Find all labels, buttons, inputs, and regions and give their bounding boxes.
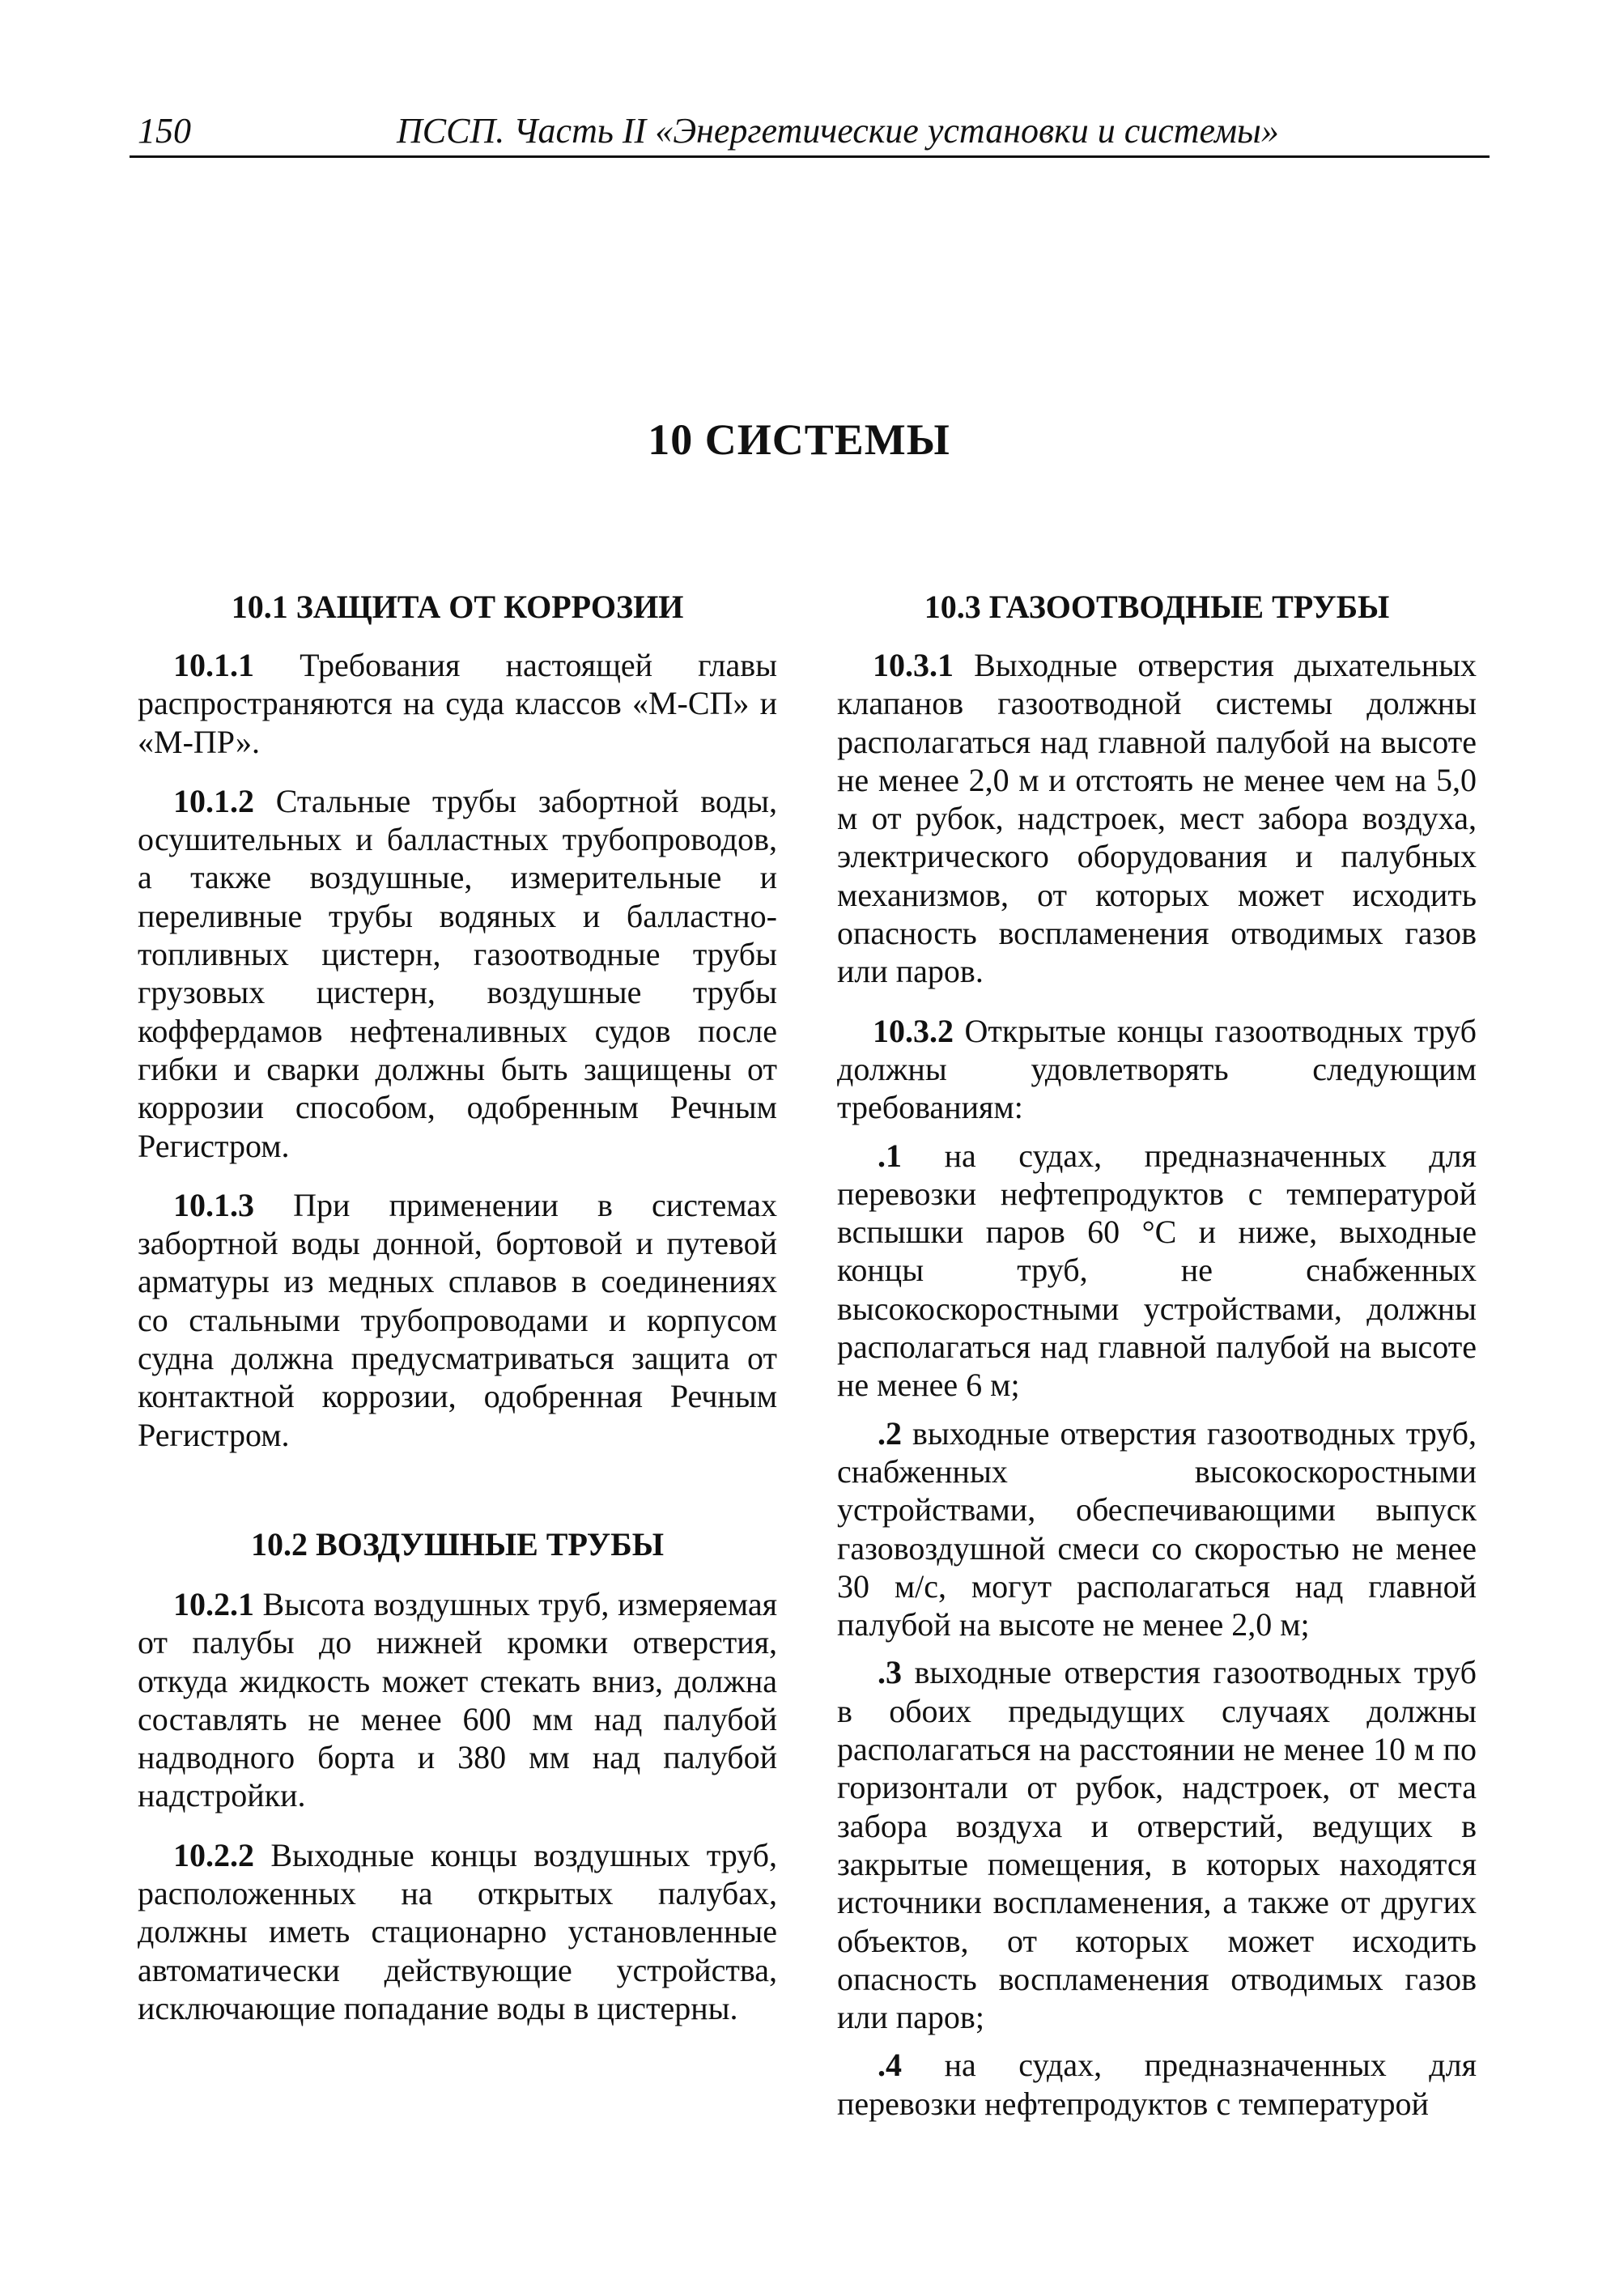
- list-item-1: [837, 1137, 1477, 1405]
- page-number: 150: [138, 111, 191, 151]
- running-title: ПССП. Часть II «Энергетические установки и системы»: [397, 111, 1279, 151]
- right-column: [837, 585, 1477, 2123]
- item-text: на судах, предназначенных для перевозки нефтепродуктов с температурой вспышки паров 60 °С и ниже, выходные концы труб, не снабженных высокоскоростными устройствами, должны располагаться над главной палубой на высоте не менее 6 м;: [837, 1137, 1477, 1404]
- paragraph-number: 10.2.2: [173, 1836, 254, 1873]
- paragraph-10-1-2: [138, 782, 777, 1165]
- section-10-3-title: 10.3 ГАЗООТВОДНЫЕ ТРУБЫ: [924, 589, 1390, 625]
- section-10-2-title: 10.2 ВОЗДУШНЫЕ ТРУБЫ: [250, 1525, 665, 1563]
- paragraph-number: 10.1.3: [173, 1186, 254, 1223]
- paragraph-text: Стальные трубы забортной воды, осушительных и балластных трубопроводов, а также воздушные, измерительные и переливные трубы водяных и балластно-топливных цистерн, газоотводные трубы грузовых цистерн, воздушные трубы коффердамов нефтеналивных судов после гибки и сварки должны быть защищены от коррозии способом, одобренным Речным Регистром.: [138, 782, 777, 1164]
- paragraph-10-2-1: [138, 1585, 777, 1815]
- item-number: .4: [878, 2047, 902, 2084]
- paragraph-text: Требования настоящей главы распространяются на суда классов «М-СП» и «М-ПР».: [138, 647, 777, 760]
- paragraph-number: 10.1.1: [173, 647, 254, 683]
- paragraph-text: Открытые концы газоотводных труб должны удовлетворять следующим требованиям:: [837, 1012, 1477, 1126]
- paragraph-number: 10.3.2: [873, 1012, 954, 1049]
- paragraph-text: Выходные концы воздушных труб, расположенных на открытых палубах, должны иметь стационарно установленные автоматически действующие устройства, исключающие попадание воды в цистерны.: [138, 1836, 777, 2026]
- paragraph-10-2-2: [138, 1836, 777, 2027]
- item-text: на судах, предназначенных для перевозки нефтепродуктов с температурой: [837, 2047, 1477, 2122]
- left-column: [138, 585, 777, 2027]
- paragraph-10-1-1: [138, 646, 777, 761]
- item-text: выходные отверстия газоотводных труб, снабженных высокоскоростными устройствами, обеспечивающими выпуск газовоздушной смеси со скоростью не менее 30 м/с, могут располагаться над главной палубой на высоте не менее 2,0 м;: [837, 1414, 1477, 1643]
- paragraph-10-1-3: [138, 1186, 777, 1454]
- item-text: выходные отверстия газоотводных труб в обоих предыдущих случаях должны располагаться на расстоянии не менее 10 м по горизонтали от рубок, надстроек, от места забора воздуха и отверстий, ведущих в закрытые помещения, в которых находятся источники воспламенения, а также от других объектов, от которых может исходить опасность воспламенения отводимых газов или паров;: [837, 1654, 1477, 2036]
- section-10-1-title: 10.1 ЗАЩИТА ОТ КОРРОЗИИ: [231, 589, 684, 625]
- paragraph-text: Выходные отверстия дыхательных клапанов газоотводной системы должны располагаться над главной палубой на высоте не менее 2,0 м и отстоять не менее чем на 5,0 м от рубок, надстроек, мест забора воздуха, электрического оборудования и палубных механизмов, от которых может исходить опасность воспламенения отводимых газов или паров.: [837, 647, 1477, 990]
- item-number: .3: [878, 1654, 902, 1691]
- list-item-3: [837, 1653, 1477, 2036]
- paragraph-text: При применении в системах забортной воды донной, бортовой и путевой арматуры из медных сплавов в соединениях со стальными трубопроводами и корпусом судна должна предусматриваться защита от контактной коррозии, одобренная Речным Регистром.: [138, 1186, 777, 1453]
- paragraph-number: 10.2.1: [173, 1585, 254, 1622]
- item-number: .1: [878, 1137, 902, 1174]
- list-item-4: [837, 2046, 1477, 2123]
- paragraph-number: 10.1.2: [173, 782, 254, 819]
- item-number: .2: [878, 1414, 902, 1452]
- list-item-2: [837, 1414, 1477, 1644]
- chapter-title: 10 СИСТЕМЫ: [648, 415, 950, 464]
- paragraph-10-3-2: [837, 1012, 1477, 1127]
- paragraph-text: Высота воздушных труб, измеряемая от палубы до нижней кромки отверстия, откуда жидкость может стекать вниз, должна составлять не менее 600 мм над палубой надводного борта и 380 мм над палубой надстройки.: [138, 1585, 777, 1814]
- paragraph-number: 10.3.1: [873, 647, 954, 683]
- page-header: [130, 107, 1490, 158]
- paragraph-10-3-1: [837, 646, 1477, 991]
